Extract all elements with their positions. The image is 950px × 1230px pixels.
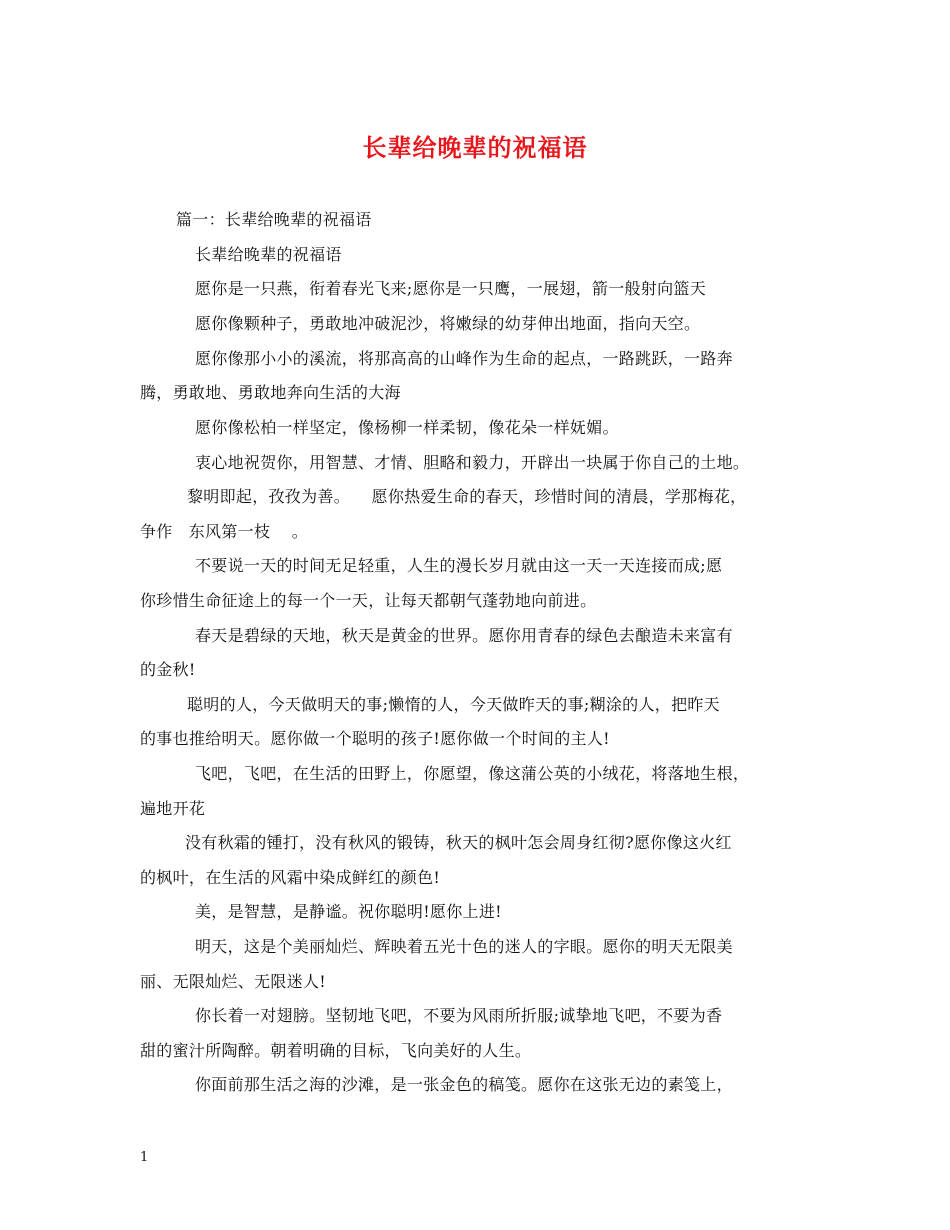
paragraph-line: 丽、无限灿烂、无限迷人! <box>140 972 327 991</box>
paragraph-line: 你珍惜生命征途上的每一个一天，让每天都朝气蓬勃地向前进。 <box>140 591 597 610</box>
paragraph-line: 愿你像那小小的溪流，将那高高的山峰作为生命的起点，一路跳跃，一路奔 <box>195 349 733 368</box>
paragraph-line: 不要说一天的时间无足轻重，人生的漫长岁月就由这一天一天连接而成;愿 <box>195 556 723 575</box>
paragraph-line: 愿你是一只燕，衔着春光飞来;愿你是一只鹰，一展翅，箭一般射向篮天 <box>195 279 706 298</box>
paragraph-line: 长辈给晚辈的祝福语 <box>195 245 342 264</box>
paragraph-line: 春天是碧绿的天地，秋天是黄金的世界。愿你用青春的绿色去酿造未来富有 <box>195 626 733 645</box>
paragraph-line: 愿你像松柏一样坚定，像杨柳一样柔韧，像花朵一样妩媚。 <box>195 418 619 437</box>
paragraph-line: 的枫叶，在生活的风霜中染成鲜红的颜色! <box>140 868 441 887</box>
paragraph-line: 飞吧，飞吧，在生活的田野上，你愿望，像这蒲公英的小绒花，将落地生根， <box>195 764 750 783</box>
paragraph-line: 衷心地祝贺你，用智慧、才情、胆略和毅力，开辟出一块属于你自己的土地。 <box>195 453 750 472</box>
paragraph-line: 争作 东风第一枝 。 <box>140 522 309 541</box>
paragraph-line: 美，是智慧，是静谧。祝你聪明!愿你上进! <box>195 902 502 921</box>
paragraph-line: 遍地开花 <box>140 799 206 818</box>
paragraph-line: 黎明即起，孜孜为善。 愿你热爱生命的春天，珍惜时间的清晨，学那梅花， <box>187 487 747 506</box>
paragraph-line: 愿你像颗种子，勇敢地冲破泥沙，将嫩绿的幼芽伸出地面，指向天空。 <box>195 314 701 333</box>
page-number: 1 <box>140 1150 149 1165</box>
paragraph-line: 的事也推给明天。愿你做一个聪明的孩子!愿你做一个时间的主人! <box>140 729 610 748</box>
paragraph-line: 没有秋霜的锺打，没有秋风的锻铸，秋天的枫叶怎会周身红彻?愿你像这火红 <box>185 833 732 852</box>
paragraph-line: 的金秋! <box>140 660 196 679</box>
paragraph-line: 腾，勇敢地、勇敢地奔向生活的大海 <box>140 383 401 402</box>
paragraph-line: 聪明的人，今天做明天的事;懒惰的人，今天做昨天的事;糊涂的人，把昨天 <box>187 695 720 714</box>
section-heading: 篇一：长辈给晚辈的祝福语 <box>176 210 372 229</box>
paragraph-line: 你面前那生活之海的沙滩，是一张金色的稿笺。愿你在这张无边的素笺上， <box>195 1075 733 1094</box>
paragraph-line: 明天，这是个美丽灿烂、辉映着五光十色的迷人的字眼。愿你的明天无限美 <box>195 937 733 956</box>
paragraph-line: 你长着一对翅膀。坚韧地飞吧，不要为风雨所折服;诚挚地飞吧，不要为香 <box>195 1006 723 1025</box>
document-title: 长辈给晚辈的祝福语 <box>362 133 588 162</box>
paragraph-line: 甜的蜜汁所陶醉。朝着明确的目标，飞向美好的人生。 <box>140 1041 532 1060</box>
